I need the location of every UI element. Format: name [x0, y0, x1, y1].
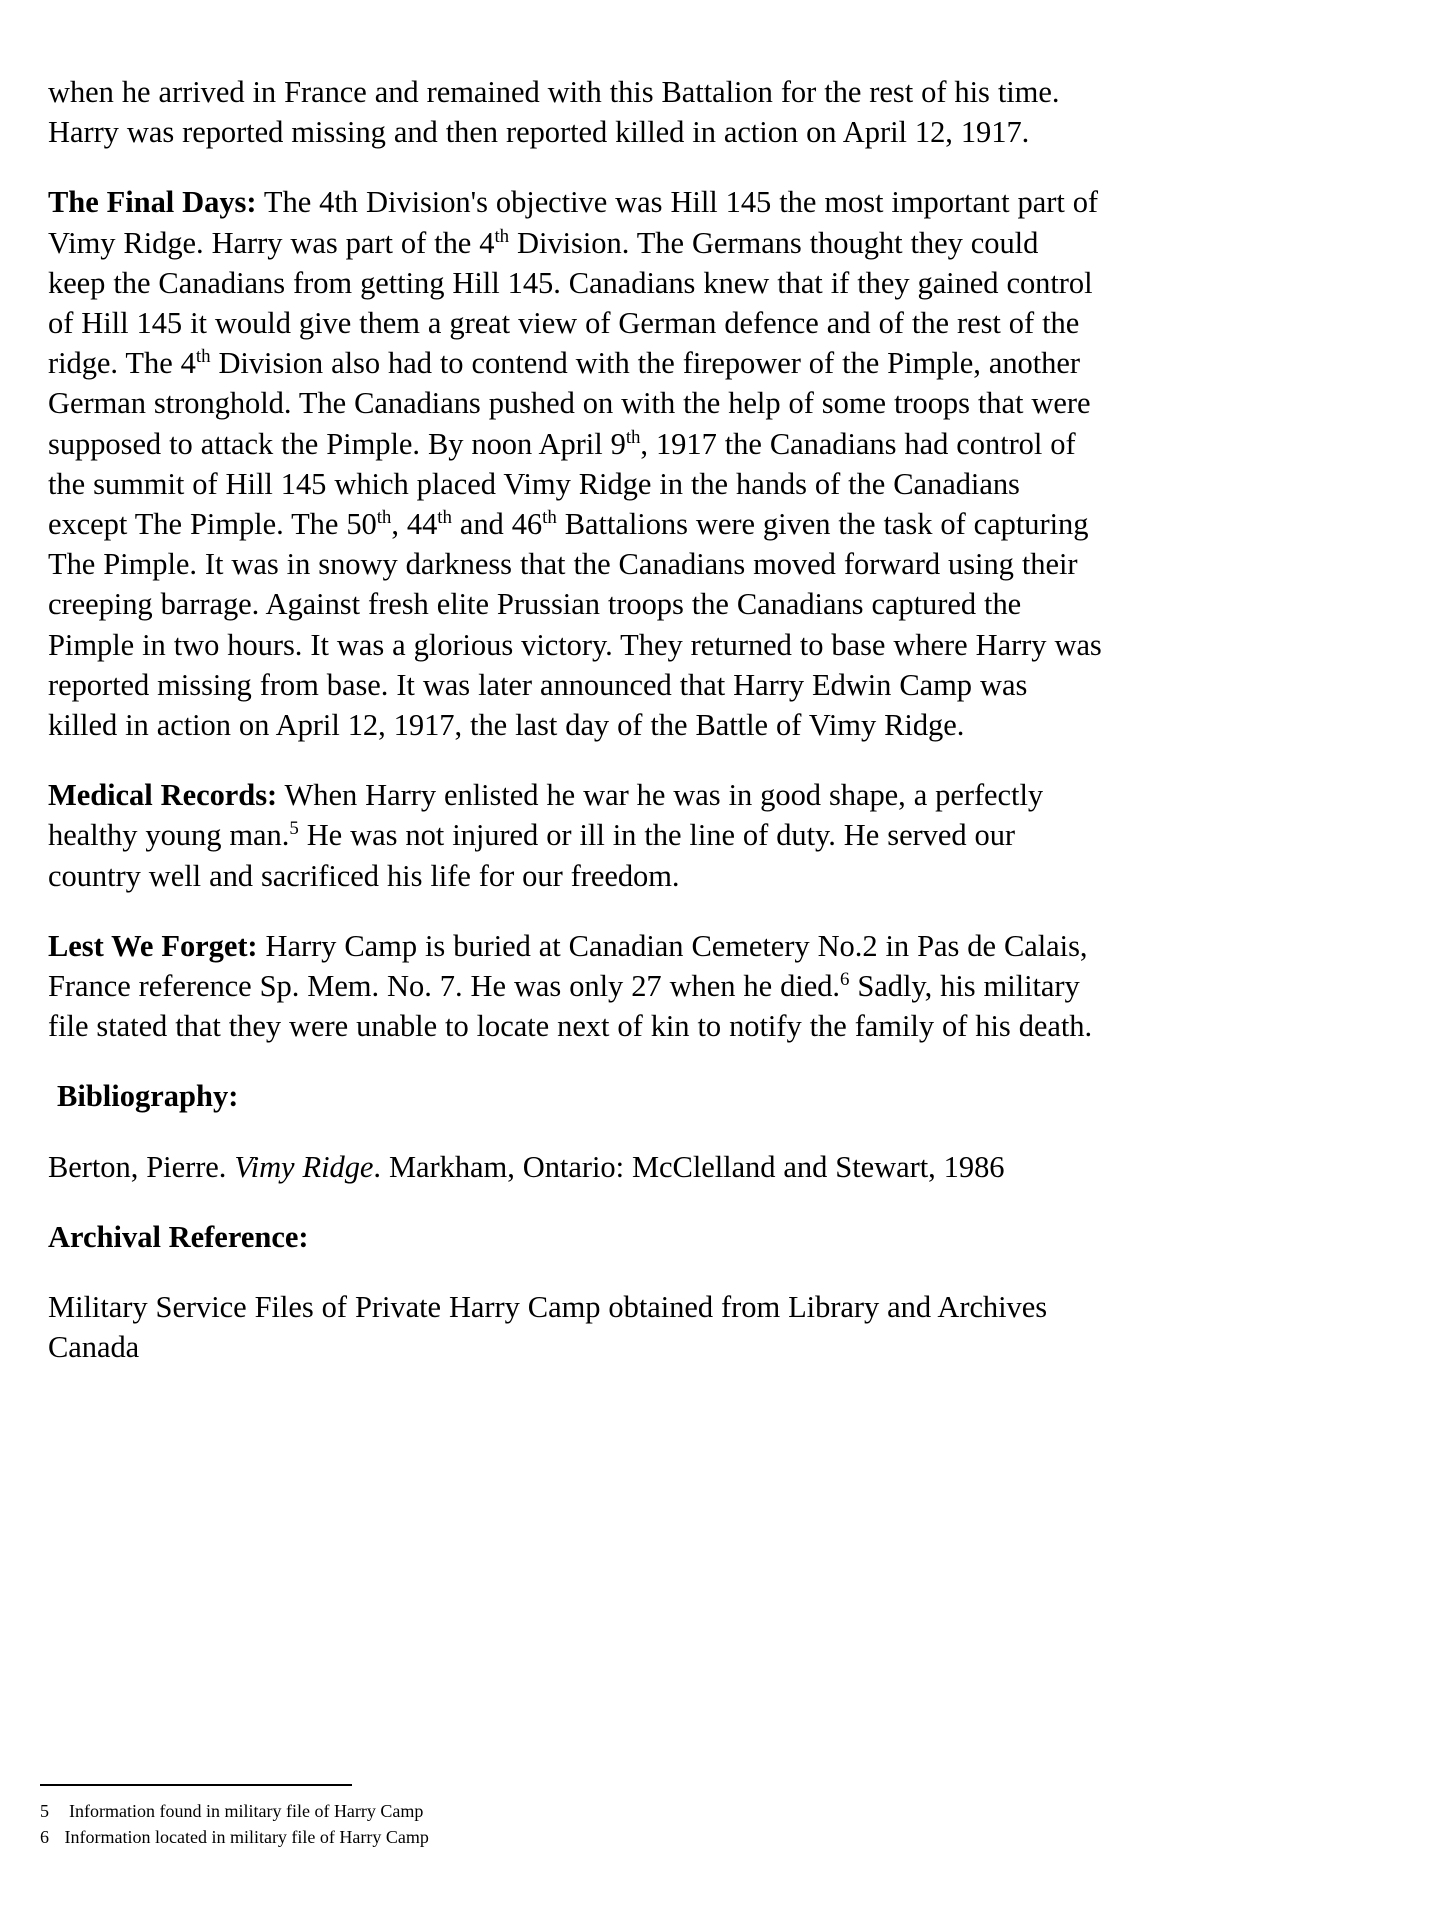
- footnote-marker-5: 5: [289, 818, 299, 840]
- medical-records-text-2: He was not injured or ill in the line of duty. He served our country well and sacrificed his life for our freedom.: [48, 818, 1016, 893]
- superscript-ordinal: th: [195, 346, 211, 368]
- superscript-ordinal: th: [437, 506, 452, 528]
- footnote-item: [40, 1798, 740, 1824]
- final-days-text-2: Division. The Germans thought they could keep the Canadians from getting Hill 145. Canadians knew that if they gained control of Hill 145 it would give them a great view of German defence and of the rest of the ridge. The 4: [48, 225, 1093, 381]
- lest-we-forget-text-2: Sadly, his military file stated that they were unable to locate next of kin to notify the family of his death.: [48, 969, 1093, 1044]
- footnote-marker-6: 6: [839, 968, 850, 990]
- superscript-ordinal: th: [376, 506, 392, 528]
- final-days-text-3: Division also had to contend with the firepower of the Pimple, another German stronghold. The Canadians pushed on with the help of some troops that were supposed to attack the Pimple. By noon April 9: [48, 346, 1091, 461]
- footnote-text: Information found in military file of Harry Camp: [60, 1801, 424, 1821]
- footnote-number: 6: [40, 1827, 49, 1847]
- bibliography-title: Vimy Ridge: [234, 1149, 374, 1184]
- medical-records-text-1: When Harry enlisted he war he was in good shape, a perfectly healthy young man.: [48, 778, 1044, 853]
- final-days-text-5: , 44: [391, 507, 438, 542]
- superscript-ordinal: th: [542, 506, 557, 528]
- footnote-number: 5: [40, 1801, 49, 1821]
- page-content: [48, 72, 1103, 1397]
- lest-we-forget-text-1: Harry Camp is buried at Canadian Cemetery No.2 in Pas de Calais, France reference Sp. Mem. No. 7. He was only 27 when he died.: [48, 928, 1088, 1004]
- final-days-text-7: Battalions were given the task of capturing The Pimple. It was in snowy darkness that the Canadians moved forward using their creeping barrage. Against fresh elite Prussian troops the Canadians captured the Pimple in two hours. It was a glorious victory. They returned to base where Harry was reported missing from base. It was later announced that Harry Edwin Camp was killed in action on April 12, 1917, the last day of the Battle of Vimy Ridge.: [48, 507, 1102, 743]
- heading-final-days: The Final Days:: [48, 185, 257, 220]
- final-days-text-4: , 1917 the Canadians had control of the summit of Hill 145 which placed Vimy Ridge in the hands of the Canadians except The Pimple. The 50: [48, 426, 1076, 542]
- footnote-text: Information located in military file of Harry Camp: [60, 1827, 429, 1847]
- heading-medical-records: Medical Records:: [48, 778, 278, 813]
- heading-bibliography: Bibliography:: [57, 1079, 239, 1114]
- paragraph-final-days: [48, 182, 1103, 745]
- paragraph-lest-we-forget: [48, 926, 1103, 1047]
- superscript-ordinal: th: [494, 225, 510, 247]
- heading-archival-reference: Archival Reference:: [48, 1219, 309, 1254]
- footnote-separator-rule: [40, 1784, 352, 1786]
- heading-lest-we-forget: Lest We Forget:: [48, 928, 258, 963]
- footnote-item: [40, 1824, 740, 1850]
- bibliography-publisher: . Markham, Ontario: McClelland and Stewart, 1986: [373, 1149, 1005, 1184]
- archival-reference-text: Military Service Files of Private Harry Camp obtained from Library and Archives Canada: [48, 1290, 1048, 1365]
- superscript-ordinal: th: [625, 426, 641, 448]
- bibliography-entry: [48, 1147, 1103, 1187]
- final-days-text-1: The 4th Division's objective was Hill 145 the most important part of Vimy Ridge. Harry was part of the 4: [48, 185, 1099, 260]
- final-days-text-6: and 46: [451, 507, 543, 542]
- paragraph-medical-records: [48, 775, 1103, 896]
- footnote-area: [40, 1784, 740, 1850]
- bibliography-author: Berton, Pierre.: [48, 1149, 235, 1184]
- paragraph-intro: when he arrived in France and remained with this Battalion for the rest of his time. Harry was reported missing and then reported killed in action on April 12, 1917.: [48, 75, 1060, 150]
